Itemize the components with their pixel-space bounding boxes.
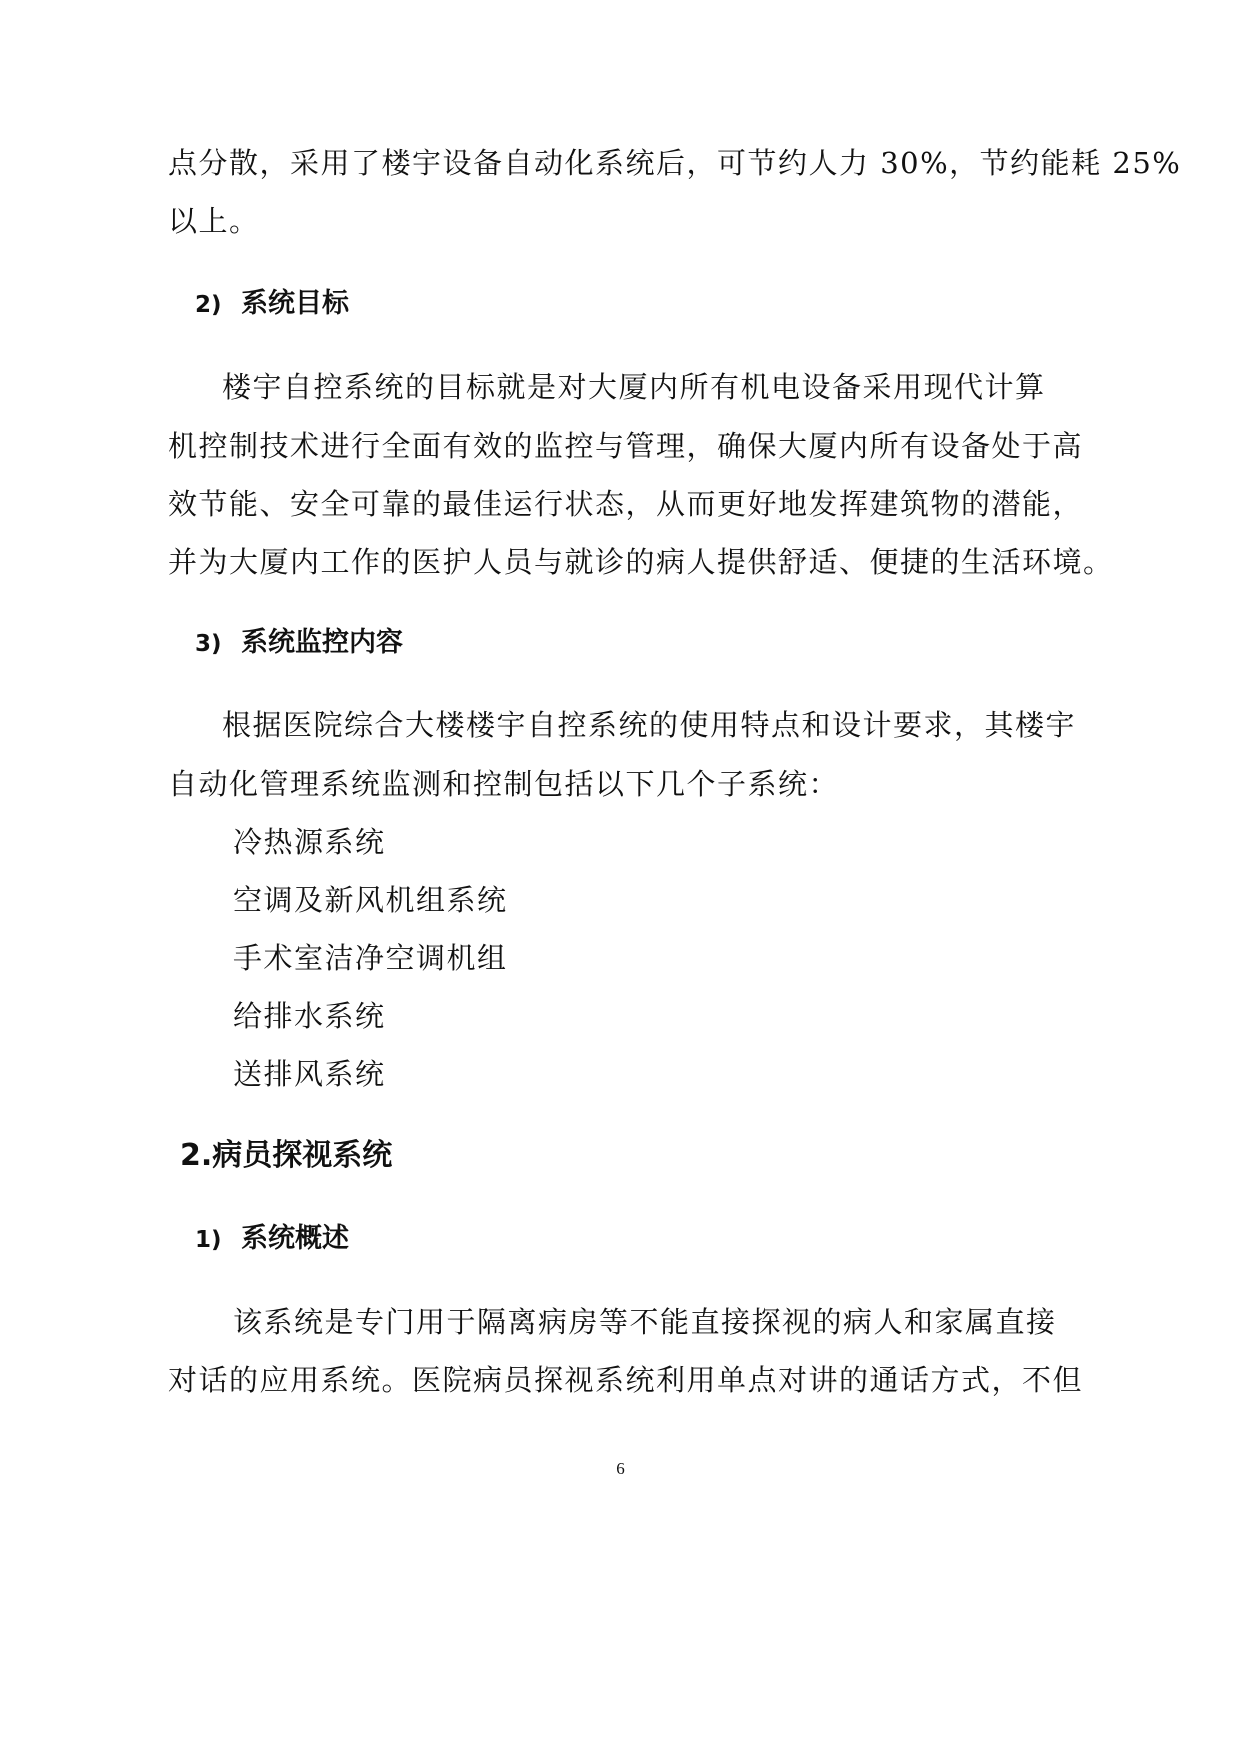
list-item: 冷热源系统 [233,825,386,859]
list-item: 手术室洁净空调机组 [233,941,508,975]
chapter-title: 2.病员探视系统 [180,1138,393,1173]
page-number: 6 [616,1459,625,1478]
list-item: 送排风系统 [233,1057,386,1091]
paragraph-line: 根据医院综合大楼楼宇自控系统的使用特点和设计要求，其楼宇 [222,708,1077,742]
paragraph-line: 自动化管理系统监测和控制包括以下几个子系统： [168,767,840,801]
list-item: 空调及新风机组系统 [233,883,508,917]
paragraph-line: 效节能、安全可靠的最佳运行状态，从而更好地发挥建筑物的潜能， [168,487,1084,521]
section-number: 2) [195,292,222,318]
section-title: 系统目标 [241,288,349,319]
section-title: 系统监控内容 [241,627,403,658]
paragraph-line: 以上。 [168,204,260,238]
paragraph-line: 对话的应用系统。医院病员探视系统利用单点对讲的通话方式，不但 [168,1363,1084,1397]
list-item: 给排水系统 [233,999,386,1033]
section-number: 3) [195,631,222,657]
section-heading-overview [195,1220,349,1259]
section-title: 系统概述 [241,1223,349,1254]
paragraph-line: 点分散，采用了楼宇设备自动化系统后，可节约人力 30%，节约能耗 25% [168,146,1182,180]
section-number: 1) [195,1227,222,1253]
section-heading-goal [195,285,349,324]
paragraph-line: 该系统是专门用于隔离病房等不能直接探视的病人和家属直接 [233,1305,1057,1339]
paragraph-line: 并为大厦内工作的医护人员与就诊的病人提供舒适、便捷的生活环境。 [168,545,1114,579]
section-heading-monitor [195,624,403,663]
paragraph-line: 楼宇自控系统的目标就是对大厦内所有机电设备采用现代计算 [222,370,1046,404]
paragraph-line: 机控制技术进行全面有效的监控与管理，确保大厦内所有设备处于高 [168,429,1084,463]
